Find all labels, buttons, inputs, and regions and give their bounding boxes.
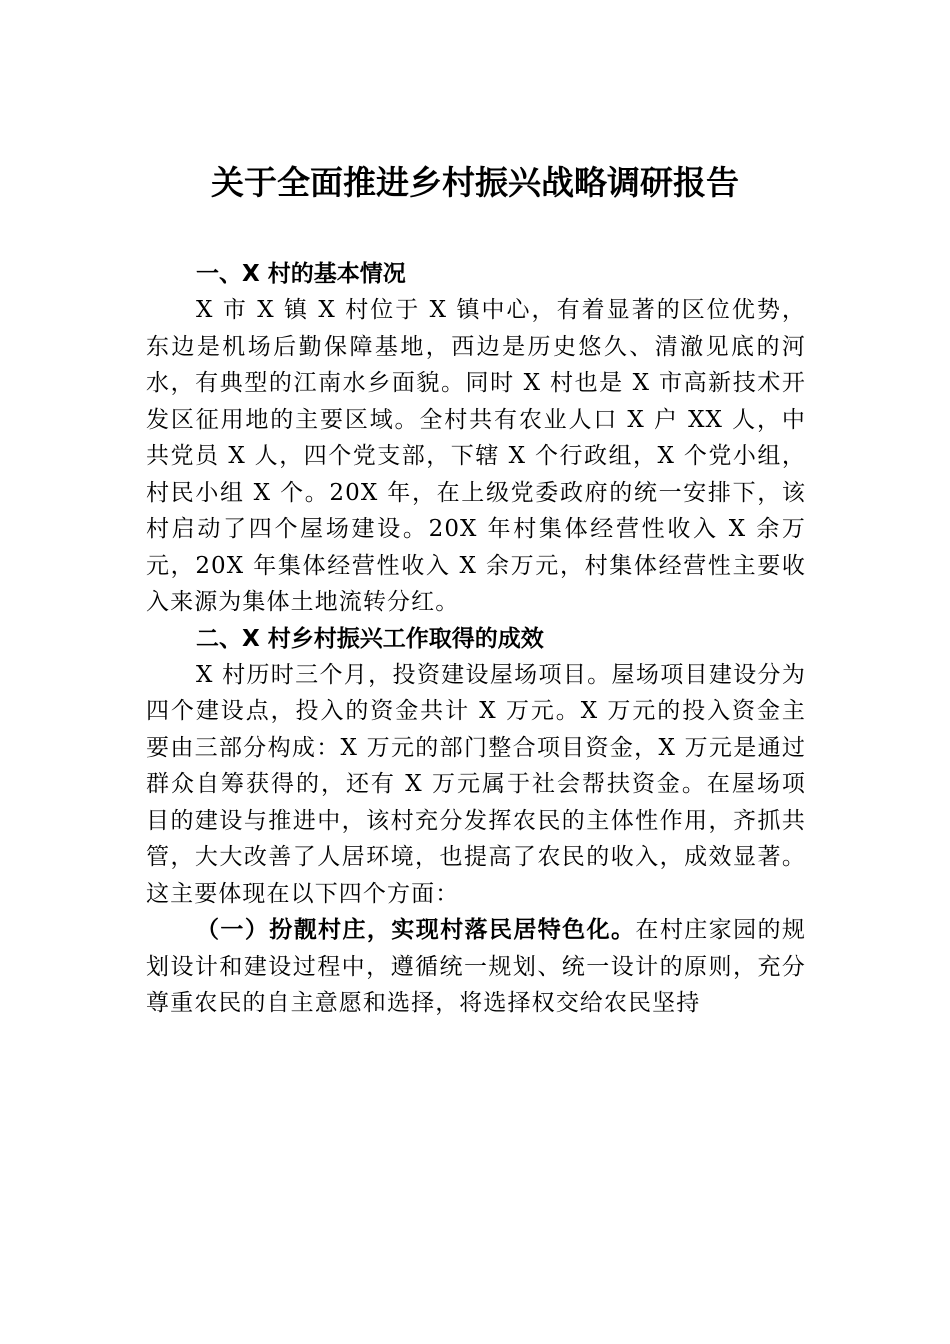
paragraph-village-beautify-text: 在村庄家园的规划设计和建设过程中，遵循统一规划、统一设计的原则，充分尊重农民的自主意愿和选择，将选择权交给农民坚持 — [146, 917, 806, 1016]
subsection-lead: （一）扮靓村庄，实现村落民居特色化。 — [196, 916, 636, 943]
section-heading-achievements: 二、X 村乡村振兴工作取得的成效 — [196, 625, 544, 652]
paragraph-achievements-intro: X 村历时三个月，投资建设屋场项目。屋场项目建设分为四个建设点，投入的资金共计 X 万元。X 万元的投入资金主要由三部分构成：X 万元的部门整合项目资金，X 万元是通过群众自筹获得的，还有 X 万元属于社会帮扶资金。在屋场项目的建设与推进中，该村充分发挥农民的主体性作用，齐抓共管，大大改善了人居环境，也提高了农民的收入，成效显著。这主要体现在以下四个方面： — [146, 661, 806, 907]
document-body — [146, 256, 806, 1022]
paragraph-village-beautify — [146, 912, 806, 1022]
section-heading-basic-situation: 一、X 村的基本情况 — [196, 261, 406, 287]
paragraph-basic-situation: X 市 X 镇 X 村位于 X 镇中心，有着显著的区位优势，东边是机场后勤保障基地，西边是历史悠久、清澈见底的河水，有典型的江南水乡面貌。同时 X 村也是 X 市高新技术开发区征用地的主要区域。全村共有农业人口 X 户 XX 人，中共党员 X 人，四个党支部，下辖 X 个行政组，X 个党小组，村民小组 X 个。20X 年，在上级党委政府的统一安排下，该村启动了四个屋场建设。20X 年村集体经营性收入 X 余万元，20X 年集体经营性收入 X 余万元，村集体经营性主要收入来源为集体土地流转分红。 — [146, 297, 806, 615]
document-title: 关于全面推进乡村振兴战略调研报告 — [211, 163, 739, 202]
